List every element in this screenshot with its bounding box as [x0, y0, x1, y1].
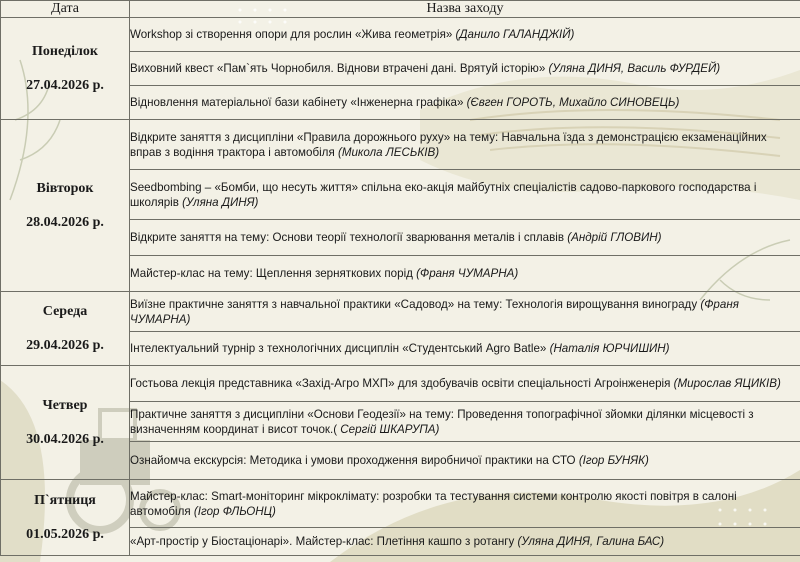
day-date: 01.05.2026 р. — [26, 526, 104, 542]
event-people: (Андрій ГЛОВИН) — [567, 231, 662, 244]
event-title: Seedbombing – «Бомби, що несуть життя» спільна еко-акція майбутніх спеціалістів садово-паркового господарства і школярів — [130, 180, 757, 209]
event-title: Workshop зі створення опори для рослин «Жива геометрія» — [130, 28, 453, 41]
event-people: (Данило ГАЛАНДЖІЙ) — [455, 28, 575, 41]
event-title: Майстер-клас на тему: Щеплення зерняткових порід — [130, 267, 413, 280]
event-title: Майстер-клас: Smart-моніторинг мікроклімату: розробки та тестування системи контролю якості повітря в салоні автомобіля — [130, 489, 737, 518]
event-people: (Ігор БУНЯК) — [578, 454, 649, 467]
event-title: Виїзне практичне заняття з навчальної практики «Садовод» на тему: Технологія вирощування винограду — [130, 297, 698, 311]
event-people: (Микола ЛЕСЬКІВ) — [337, 145, 440, 159]
event-cell — [130, 442, 800, 480]
event-people: (Ігор ФЛЬОНЦ) — [193, 504, 276, 518]
event-title: Відновлення матеріальної бази кабінету «Інженерна графіка» — [130, 96, 464, 109]
event-people: (Мирослав ЯЦИКІВ) — [673, 377, 781, 390]
event-people: (Франя ЧУМАРНА) — [416, 267, 519, 280]
event-cell — [130, 170, 800, 220]
event-title: Відкрите заняття з дисципліни «Правила дорожнього руху» на тему: Навчальна їзда з демонстрацією екзаменаційних вправ з водіння трактора і автомобіля — [130, 130, 767, 159]
event-cell — [130, 292, 800, 332]
event-cell — [130, 18, 800, 52]
event-cell — [130, 86, 800, 120]
event-cell — [130, 332, 800, 366]
day-name: Вівторок — [36, 180, 94, 196]
event-cell — [130, 52, 800, 86]
table-row — [1, 18, 800, 52]
event-title: «Арт-простір у Біостаціонарі». Майстер-клас: Плетіння кашпо з ротангу — [130, 535, 515, 548]
event-title: Гостьова лекція представника «Захід-Агро МХП» для здобувачів освіти спеціальності Агроінженерія — [130, 377, 671, 390]
table-row — [1, 480, 800, 528]
day-date: 30.04.2026 р. — [26, 431, 104, 447]
day-name: Четвер — [42, 397, 88, 413]
event-people: Сергій ШКАРУПА) — [340, 422, 440, 436]
event-people: (Франя ЧУМАРНА) — [130, 297, 739, 326]
day-date: 28.04.2026 р. — [26, 214, 104, 230]
table-row — [1, 292, 800, 332]
event-column-header: Назва заходу — [130, 1, 800, 18]
day-date: 27.04.2026 р. — [26, 77, 104, 93]
event-cell — [130, 256, 800, 292]
table-row — [1, 366, 800, 402]
event-cell — [130, 366, 800, 402]
event-title: Ознайомча екскурсія: Методика і умови проходження виробничої практики на СТО — [130, 454, 576, 467]
day-name: П`ятниця — [34, 492, 96, 508]
table-row — [1, 120, 800, 170]
event-people: (Уляна ДИНЯ, Василь ФУРДЕЙ) — [548, 62, 721, 75]
day-cell-monday — [1, 18, 130, 120]
event-cell — [130, 120, 800, 170]
event-cell — [130, 402, 800, 442]
day-cell-thursday — [1, 366, 130, 480]
header-row — [1, 1, 800, 18]
event-title: Відкрите заняття на тему: Основи теорії технології зварювання металів і сплавів — [130, 231, 565, 244]
event-people: (Євген ГОРОТЬ, Михайло СИНОВЕЦЬ) — [466, 96, 680, 109]
event-people: (Уляна ДИНЯ) — [182, 195, 259, 209]
event-cell — [130, 528, 800, 556]
day-name: Понеділок — [32, 43, 98, 59]
day-date: 29.04.2026 р. — [26, 337, 104, 353]
day-cell-friday — [1, 480, 130, 556]
event-people: (Наталія ЮРЧИШИН) — [549, 342, 670, 355]
day-name: Середа — [42, 303, 88, 319]
event-title: Виховний квест «Пам`ять Чорнобиля. Віднови втрачені дані. Врятуй історію» — [130, 62, 546, 75]
event-cell — [130, 220, 800, 256]
day-cell-tuesday — [1, 120, 130, 292]
event-cell — [130, 480, 800, 528]
date-column-header: Дата — [1, 1, 130, 18]
day-cell-wednesday — [1, 292, 130, 366]
event-title: Практичне заняття з дисципліни «Основи Геодезії» на тему: Проведення топографічної зйомки ділянки місцевості з визначенням координат і висот точок.( — [130, 407, 754, 436]
event-title: Інтелектуальний турнір з технологічних дисциплін «Студентський Agro Batle» — [130, 342, 547, 355]
event-people: (Уляна ДИНЯ, Галина БАС) — [517, 535, 665, 548]
